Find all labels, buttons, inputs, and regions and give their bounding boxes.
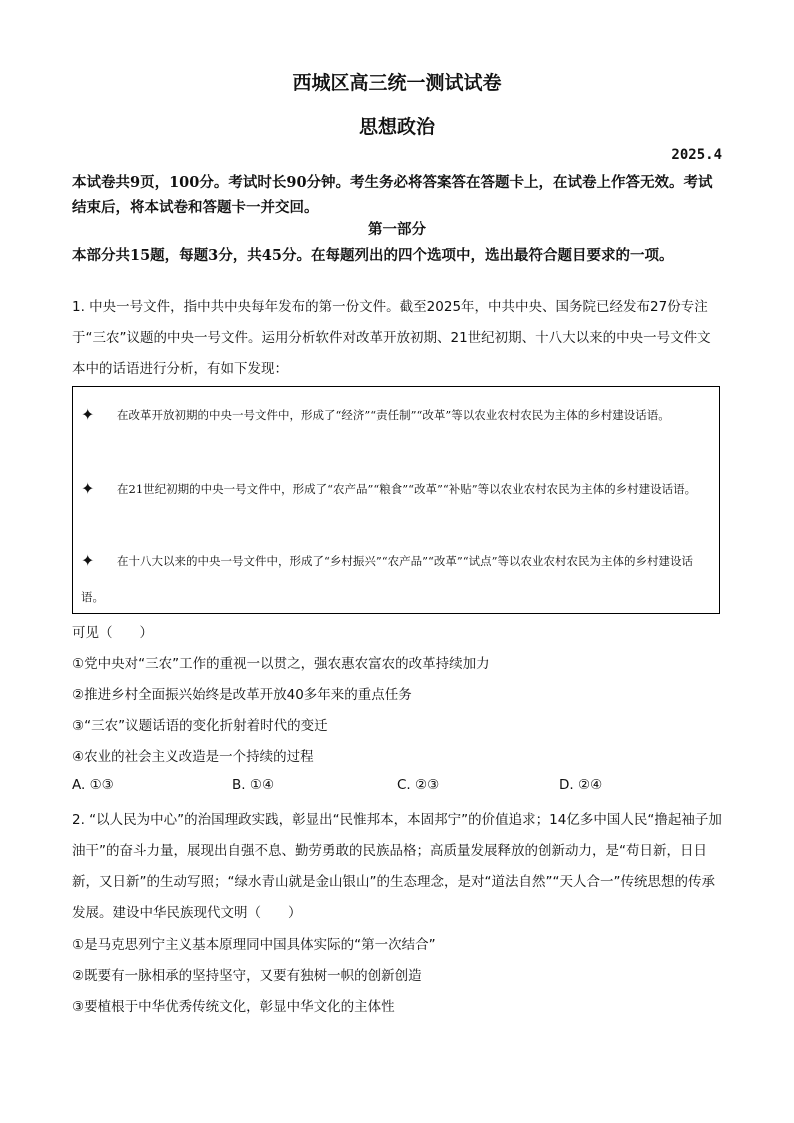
part1-title: 第一部分 bbox=[368, 221, 426, 238]
statement-3: ③“三农”议题话语的变化折射着时代的变迁 bbox=[72, 718, 328, 734]
option-d[interactable]: D. ②④ bbox=[559, 777, 603, 793]
sparkle-icon: ✦ bbox=[81, 405, 95, 424]
statement-2: ②推进乡村全面振兴始终是改革开放40多年来的重点任务 bbox=[72, 687, 412, 703]
q2-statement-1: ①是马克思列宁主义基本原理同中国具体实际的“第一次结合” bbox=[72, 937, 436, 953]
sparkle-icon: ✦ bbox=[81, 551, 95, 570]
exam-notice: 本试卷共9页，100分。考试时长90分钟。考生务必将答案答在答题卡上，在试卷上作答无效。考试结束后，将本试卷和答题卡一并交回。 bbox=[72, 174, 713, 216]
part1-description: 本部分共15题，每题3分，共45分。在每题列出的四个选项中，选出最符合题目要求的一项。 bbox=[72, 247, 674, 264]
statement-1: ①党中央对“三农”工作的重视一以贯之，强农惠农富农的改革持续加力 bbox=[72, 656, 490, 672]
sparkle-icon: ✦ bbox=[81, 479, 95, 498]
material-item: ✦ 在改革开放初期的中央一号文件中，形成了“经济”“责任制”“改革”等以农业农村农民为主体的乡村建设话语。 bbox=[73, 397, 721, 433]
option-c[interactable]: C. ②③ bbox=[397, 777, 440, 793]
q2-statement-3: ③要植根于中华优秀传统文化，彰显中华文化的主体性 bbox=[72, 999, 395, 1015]
subject-title: 思想政治 bbox=[358, 116, 435, 138]
material-item: ✦ 在21世纪初期的中央一号文件中，形成了“农产品”“粮食”“改革”“补贴”等以农业农村农民为主体的乡村建设话语。 bbox=[73, 471, 721, 507]
option-a[interactable]: A. ①③ bbox=[72, 777, 114, 793]
question-1-stem: 1. 中央一号文件，指中共中央每年发布的第一份文件。截至2025年，中共中央、国务院已经发布27份专注于“三农”议题的中央一号文件。运用分析软件对改革开放初期、21世纪初期、十八大以来的中央一号文件文本中的话语进行分析，有如下发现： bbox=[72, 299, 711, 377]
q2-statement-2: ②既要有一脉相承的坚持坚守，又要有独树一帜的创新创造 bbox=[72, 968, 422, 984]
exam-title: 西城区高三统一测试试卷 bbox=[292, 72, 502, 94]
question-1-material-box bbox=[72, 386, 720, 614]
exam-date: 2025.4 bbox=[671, 147, 722, 163]
question-1-prompt: 可见（ ） bbox=[72, 625, 153, 641]
question-2-stem: 2. “以人民为中心”的治国理政实践，彰显出“民惟邦本，本固邦宁”的价值追求；14亿多中国人民“撸起袖子加油干”的奋斗力量，展现出自强不息、勤劳勇敢的民族品格；高质量发展释放的创新动力，是“苟日新，日日新，又日新”的生动写照；“绿水青山就是金山银山”的生态理念，是对“道法自然”“天人合一”传统思想的传承发展。建设中华民族现代文明（ ） bbox=[72, 812, 722, 921]
option-b[interactable]: B. ①④ bbox=[232, 777, 275, 793]
statement-4: ④农业的社会主义改造是一个持续的过程 bbox=[72, 749, 314, 765]
material-item: ✦ 在十八大以来的中央一号文件中，形成了“乡村振兴”“农产品”“改革”“试点”等以农业农村农民为主体的乡村建设话语。 bbox=[73, 543, 721, 615]
